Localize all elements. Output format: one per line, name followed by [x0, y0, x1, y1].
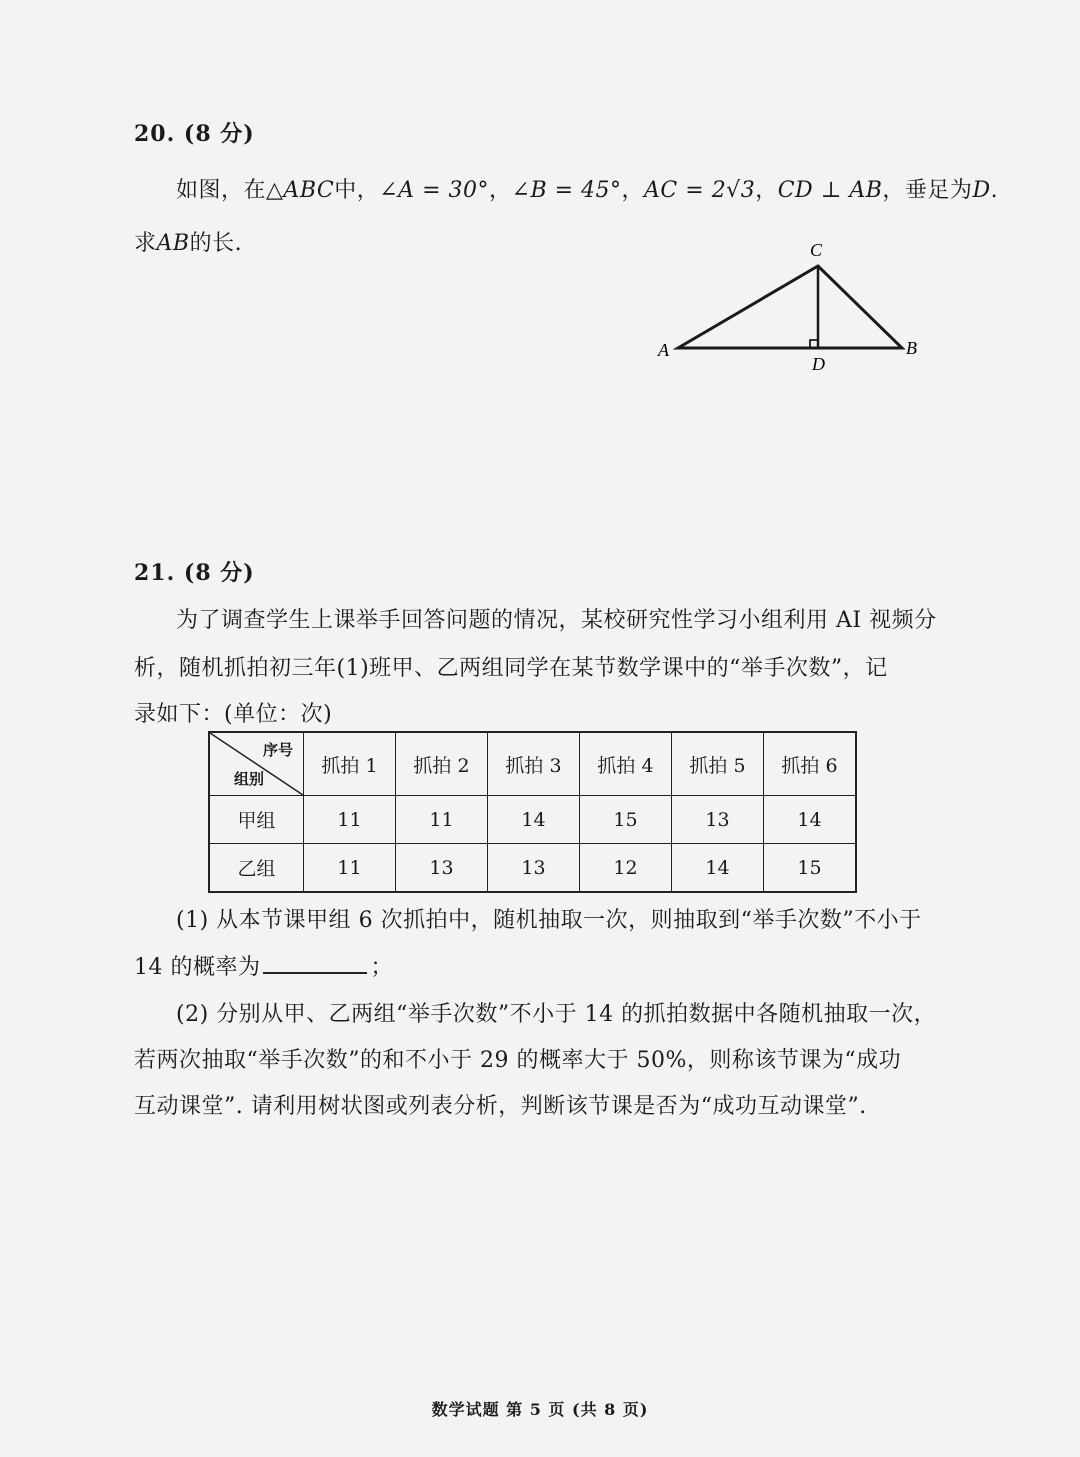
answer-blank[interactable]: [263, 952, 367, 974]
q21-part2-line-2: 若两次抽取“举手次数”的和不小于 29 的概率大于 50%，则称该节课为“成功: [134, 1048, 902, 1073]
table-header: 抓拍 1: [304, 732, 396, 796]
q21-part2-line-1: (2) 分别从甲、乙两组“举手次数”不小于 14 的抓拍数据中各随机抽取一次，: [176, 1002, 937, 1027]
q20-line2-b: 的长.: [189, 231, 243, 256]
table-row: [209, 844, 856, 893]
row-group-label: 甲组: [209, 796, 304, 844]
table-header: 抓拍 2: [396, 732, 488, 796]
table-header: 抓拍 6: [764, 732, 857, 796]
table-cell: 11: [396, 796, 488, 844]
q21-part1-line-1: (1) 从本节课甲组 6 次抓拍中，随机抽取一次，则抽取到“举手次数”不小于: [176, 908, 922, 933]
q20-triangle: △ABC: [266, 178, 335, 203]
q20-number: 20. (8 分): [134, 121, 255, 147]
table-cell: 14: [488, 796, 580, 844]
page-footer: 数学试题 第 5 页 (共 8 页): [431, 1400, 649, 1419]
q20-text-b: 中，: [334, 178, 380, 203]
q21-intro-line-2: 析，随机抓拍初三年(1)班甲、乙两组同学在某节数学课中的“举手次数”，记: [134, 656, 888, 681]
q20-text-a: 如图，在: [176, 178, 267, 203]
q20-angle-a: ∠A = 30°: [379, 178, 489, 203]
corner-label-sequence: 序号: [262, 741, 293, 759]
q20-side-ac: AC = 2√3: [644, 178, 756, 203]
q20-foot: D: [972, 178, 991, 203]
table-cell: 13: [488, 844, 580, 893]
q21-part1-end: ；: [370, 955, 394, 980]
table-cell: 15: [580, 796, 672, 844]
q20-text-d: ，: [621, 178, 645, 203]
q21-part1-text: 14 的概率为: [134, 955, 261, 980]
q21-number: 21. (8 分): [134, 560, 255, 586]
table-cell: 11: [304, 844, 396, 893]
q21-intro-line-3: 录如下：(单位：次): [134, 702, 333, 727]
table-cell: 11: [304, 796, 396, 844]
table-cell: 12: [580, 844, 672, 893]
table-row: [209, 796, 856, 844]
table-cell: 14: [764, 796, 857, 844]
q20-angle-b: ∠B = 45°: [511, 178, 622, 203]
triangle-abc: [678, 266, 902, 348]
data-table: [208, 731, 857, 893]
q20-text-g: .: [990, 178, 999, 203]
label-b: B: [906, 338, 917, 358]
q20-text-e: ，: [755, 178, 778, 203]
q21-part2-line-3: 互动课堂”. 请利用树状图或列表分析，判断该节课是否为“成功互动课堂”.: [134, 1094, 867, 1119]
corner-label-group: 组别: [234, 770, 265, 788]
row-group-label: 乙组: [209, 844, 304, 893]
q21-part1-line-2: [134, 950, 393, 981]
q20-perpendicular: CD ⊥ AB: [777, 178, 883, 203]
q20-line1: [176, 173, 998, 204]
label-a: A: [658, 340, 669, 360]
q20-text-c: ，: [489, 178, 512, 203]
table-header: 抓拍 5: [672, 732, 764, 796]
q20-line2-a: 求: [134, 231, 157, 256]
table-cell: 13: [672, 796, 764, 844]
q20-text-f: ，垂足为: [882, 178, 973, 203]
triangle-figure: [650, 236, 930, 376]
table-cell: 14: [672, 844, 764, 893]
table-header-row: [209, 732, 856, 796]
label-c: C: [810, 240, 823, 260]
table-corner-cell: [209, 732, 304, 796]
label-d: D: [812, 354, 825, 374]
q20-line2: [134, 226, 242, 257]
table-header: 抓拍 3: [488, 732, 580, 796]
table-header: 抓拍 4: [580, 732, 672, 796]
q21-intro-line-1: 为了调查学生上课举手回答问题的情况，某校研究性学习小组利用 AI 视频分: [176, 608, 937, 633]
table-cell: 15: [764, 844, 857, 893]
q20-segment-ab: AB: [156, 231, 190, 256]
table-cell: 13: [396, 844, 488, 893]
